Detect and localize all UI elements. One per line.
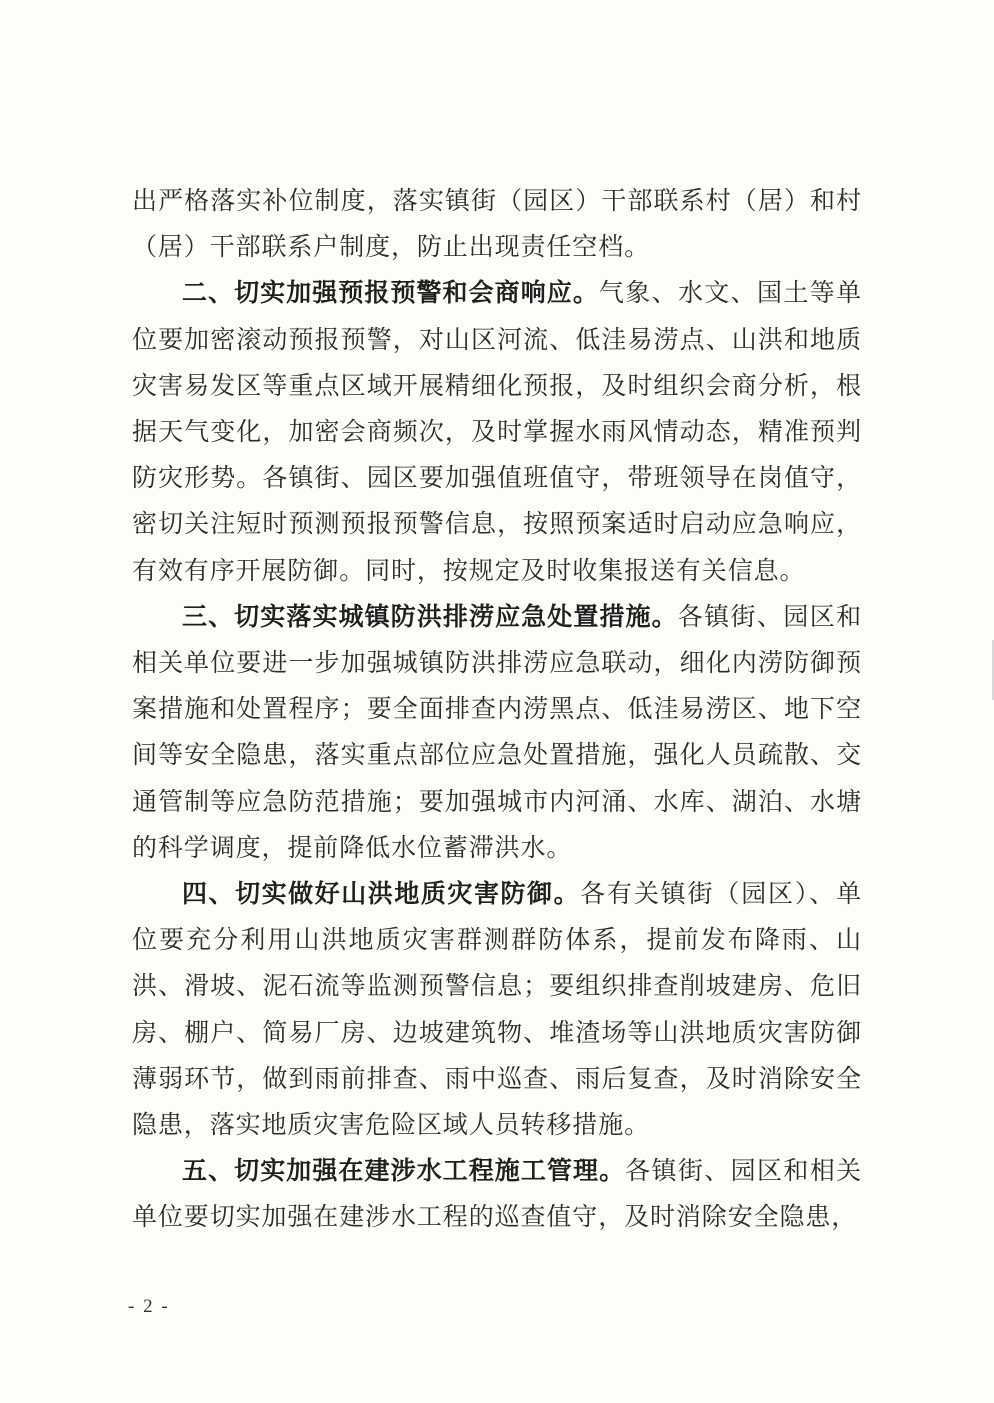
page-number: - 2 - — [128, 1296, 170, 1317]
paragraph-text: 各有关镇街（园区）、单位要充分利用山洪地质灾害群测群防体系，提前发布降雨、山洪、滑坡、泥石流等监测预警信息；要组织排查削坡建房、危旧房、棚户、简易厂房、边坡建筑物、堆渣场等山洪地质灾害防御薄弱环节，做到雨前排查、雨中巡查、雨后复查，及时消除安全隐患，落实地质灾害危险区域人员转移措施。 — [132, 879, 862, 1140]
paragraph-text: 各镇街、园区和相关单位要切实加强在建涉水工程的巡查值守，及时消除安全隐患， — [132, 1156, 862, 1232]
section-heading: 二、切实加强预报预警和会商响应。 — [182, 278, 599, 308]
paragraph-section-5 — [132, 1148, 862, 1240]
paragraph-text: 气象、水文、国土等单位要加密滚动预报预警，对山区河流、低洼易涝点、山洪和地质灾害易发区等重点区域开展精细化预报，及时组织会商分析，根据天气变化，加密会商频次，及时掌握水雨风情动态，精准预判防灾形势。各镇街、园区要加强值班值守，带班领导在岗值守，密切关注短时预测预报预警信息，按照预案适时启动应急响应，有效有序开展防御。同时，按规定及时收集报送有关信息。 — [132, 278, 862, 585]
section-heading: 四、切实做好山洪地质灾害防御。 — [182, 879, 581, 909]
section-heading: 三、切实落实城镇防洪排涝应急处置措施。 — [182, 601, 678, 631]
paragraph-section-2 — [132, 270, 862, 593]
paragraph-section-4 — [132, 871, 862, 1148]
paragraph-text: 各镇街、园区和相关单位要进一步加强城镇防洪排涝应急联动，细化内涝防御预案措施和处置程序；要全面排查内涝黑点、低洼易涝区、地下空间等安全隐患，落实重点部位应急处置措施，强化人员疏散、交通管制等应急防范措施；要加强城市内河涌、水库、湖泊、水塘的科学调度，提前降低水位蓄滞洪水。 — [132, 601, 862, 862]
paragraph-continuation — [132, 178, 862, 270]
section-heading: 五、切实加强在建涉水工程施工管理。 — [182, 1156, 626, 1186]
paragraph-text: 出严格落实补位制度，落实镇街（园区）干部联系村（居）和村（居）干部联系户制度，防止出现责任空档。 — [132, 186, 862, 262]
paragraph-section-3 — [132, 594, 862, 871]
document-body — [132, 178, 862, 1241]
